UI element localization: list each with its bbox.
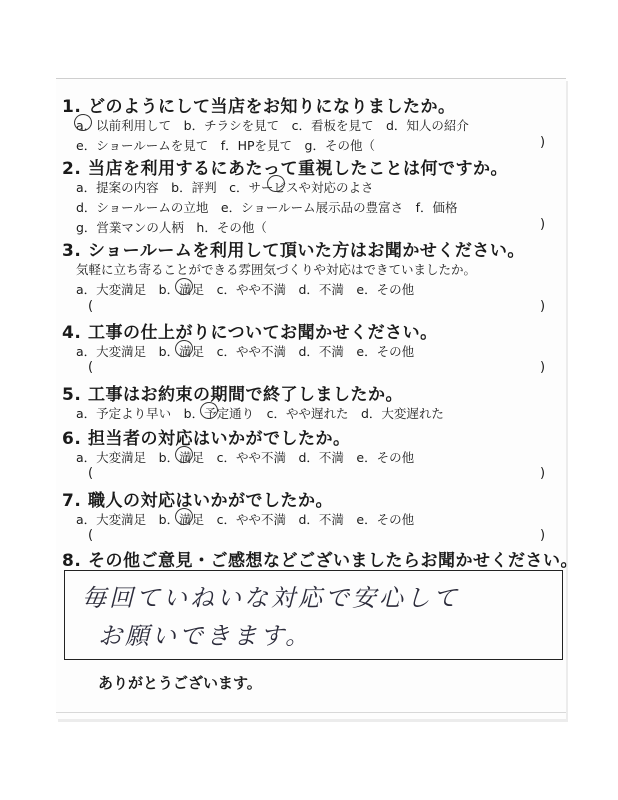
q3-close-paren: ): [540, 299, 546, 314]
q4-open-paren: (: [88, 360, 94, 375]
question-5-title: [62, 380, 403, 405]
question-text: 職人の対応はいかがでしたか。: [88, 491, 333, 511]
q1-options-line-2: e．ショールームを見て f．HPを見て g．その他（: [76, 138, 375, 153]
q2-options-line-1: a．提案の内容 b．評判 c．サービスや対応のよさ: [76, 180, 374, 195]
question-4-title: [62, 318, 438, 343]
q3-open-paren: (: [88, 299, 94, 314]
question-8-title: [62, 546, 578, 571]
question-number: 2.: [62, 159, 82, 179]
question-text: その他ご意見・ご感想などございましたらお聞かせください。: [88, 551, 578, 571]
question-3-title: [62, 236, 525, 261]
question-number: 1.: [62, 97, 82, 117]
q1-close-paren: ): [540, 135, 546, 150]
question-text: 担当者の対応はいかがでしたか。: [88, 429, 351, 449]
question-number: 6.: [62, 429, 82, 449]
q3-options: a．大変満足 b．満足 c．やや不満 d．不満 e．その他: [76, 282, 415, 297]
q6-close-paren: ): [540, 466, 546, 481]
q6-options: a．大変満足 b．満足 c．やや不満 d．不満 e．その他: [76, 450, 415, 465]
q6-open-paren: (: [88, 466, 94, 481]
handwritten-comment-line-1: 毎回ていねいな対応で安心して: [82, 584, 460, 612]
question-text: どのようにして当店をお知りになりましたか。: [88, 97, 456, 117]
divider: [56, 712, 566, 713]
question-number: 3.: [62, 241, 82, 261]
question-number: 4.: [62, 323, 82, 343]
question-number: 5.: [62, 385, 82, 405]
q7-options: a．大変満足 b．満足 c．やや不満 d．不満 e．その他: [76, 512, 415, 527]
q4-options: a．大変満足 b．満足 c．やや不満 d．不満 e．その他: [76, 344, 415, 359]
q4-close-paren: ): [540, 360, 546, 375]
question-6-title: [62, 424, 351, 449]
question-1-title: [62, 92, 456, 117]
q2-options-line-2: d．ショールームの立地 e．ショールーム展示品の豊富さ f．価格: [76, 200, 458, 215]
question-number: 7.: [62, 491, 82, 511]
q2-close-paren: ): [540, 217, 546, 232]
thank-you-text: ありがとうございます。: [98, 674, 262, 692]
question-text: 工事の仕上がりについてお聞かせください。: [88, 323, 438, 343]
question-text: 当店を利用するにあたって重視したことは何ですか。: [88, 159, 508, 179]
q7-close-paren: ): [540, 528, 546, 543]
question-2-title: [62, 154, 508, 179]
question-7-title: [62, 486, 333, 511]
q5-options: a．予定より早い b．予定通り c．やや遅れた d．大変遅れた: [76, 406, 444, 421]
question-text: ショールームを利用して頂いた方はお聞かせください。: [88, 241, 525, 261]
q7-open-paren: (: [88, 528, 94, 543]
question-number: 8.: [62, 551, 82, 571]
handwritten-comment-line-2: お願いできます。: [98, 622, 313, 650]
q3-subtext: 気軽に立ち寄ることができる雰囲気づくりや対応はできていましたか。: [76, 262, 477, 277]
question-text: 工事はお約束の期間で終了しましたか。: [88, 385, 403, 405]
q2-options-line-3: g．営業マンの人柄 h．その他（: [76, 220, 267, 235]
q1-options-line-1: a．以前利用して b．チラシを見て c．看板を見て d．知人の紹介: [76, 118, 469, 133]
